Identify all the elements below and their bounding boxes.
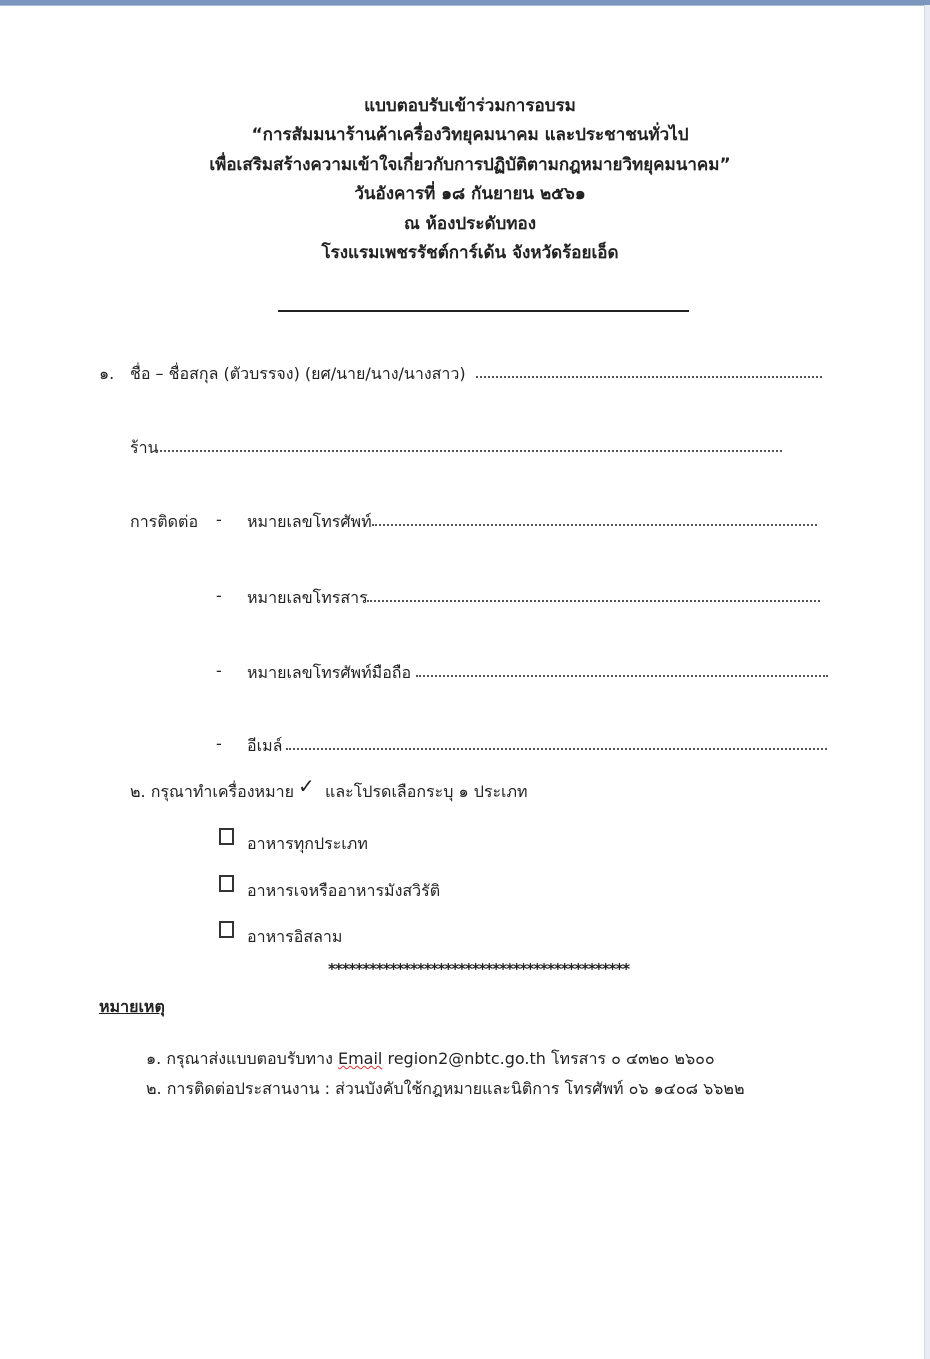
spellcheck-word: Email bbox=[337, 1049, 383, 1068]
email-bullet: - bbox=[216, 734, 222, 753]
event-venue: โรงแรมเพชรรัชต์การ์เด้น จังหวัดร้อยเอ็ด bbox=[321, 243, 619, 263]
notes-title: หมายเหตุ bbox=[99, 997, 165, 1016]
section1-number: ๑. bbox=[99, 364, 115, 383]
name-field[interactable] bbox=[476, 376, 822, 378]
email-label: อีเมล์ bbox=[247, 736, 283, 755]
shop-field[interactable] bbox=[160, 450, 782, 452]
mobile-bullet: - bbox=[216, 661, 222, 680]
fax-label: หมายเลขโทรสาร bbox=[247, 588, 368, 607]
event-title-line2: เพื่อเสริมสร้างความเข้าใจเกี่ยวกับการปฏิบัติตามกฎหมายวิทยุคมนาคม” bbox=[209, 155, 731, 175]
food-vegetarian-checkbox[interactable] bbox=[219, 875, 234, 892]
scroll-edge bbox=[924, 5, 930, 1359]
phone-field[interactable] bbox=[372, 524, 817, 526]
fax-bullet: - bbox=[216, 586, 222, 605]
document-page bbox=[0, 6, 924, 1359]
note-2: ๒. การติดต่อประสานงาน : ส่วนบังคับใช้กฎหมายและนิติการ โทรศัพท์ ๐๖ ๑๔๐๘ ๖๖๒๒ bbox=[146, 1079, 745, 1098]
note-1 bbox=[146, 1047, 715, 1072]
form-title: แบบตอบรับเข้าร่วมการอบรม bbox=[364, 96, 576, 116]
star-separator: ******************************************** bbox=[328, 960, 630, 978]
event-room: ณ ห้องประดับทอง bbox=[403, 214, 536, 234]
mobile-field[interactable] bbox=[416, 675, 828, 677]
event-date: วันอังคารที่ ๑๘ กันยายน ๒๕๖๑ bbox=[354, 184, 586, 204]
shop-label: ร้าน bbox=[130, 438, 159, 457]
note-1-contact: region2@nbtc.go.th โทรสาร ๐ ๔๓๒๐ ๒๖๐๐ bbox=[382, 1049, 715, 1068]
food-all-label: อาหารทุกประเภท bbox=[247, 834, 368, 853]
food-vegetarian-label: อาหารเจหรืออาหารมังสวิรัติ bbox=[247, 881, 441, 900]
phone-bullet: - bbox=[216, 510, 222, 529]
header-divider bbox=[278, 310, 689, 312]
name-label: ชื่อ – ชื่อสกุล (ตัวบรรจง) (ยศ/นาย/นาง/นางสาว) bbox=[130, 364, 466, 383]
food-all-checkbox[interactable] bbox=[219, 828, 234, 845]
checkmark-icon: ✓ bbox=[298, 774, 315, 798]
food-halal-checkbox[interactable] bbox=[219, 921, 234, 938]
event-title-line1: “การสัมมนาร้านค้าเครื่องวิทยุคมนาคม และประชาชนทั่วไป bbox=[251, 125, 689, 145]
section2-prompt: ๒. กรุณาทำเครื่องหมาย bbox=[130, 782, 294, 801]
contact-label: การติดต่อ bbox=[130, 512, 199, 531]
note-1-text: ๑. กรุณาส่งแบบตอบรับทาง bbox=[146, 1049, 338, 1068]
phone-label: หมายเลขโทรศัพท์ bbox=[247, 512, 372, 531]
fax-field[interactable] bbox=[367, 600, 820, 602]
food-halal-label: อาหารอิสลาม bbox=[247, 927, 343, 946]
email-field[interactable] bbox=[286, 748, 827, 750]
section2-instruction: และโปรดเลือกระบุ ๑ ประเภท bbox=[325, 782, 528, 801]
mobile-label: หมายเลขโทรศัพท์มือถือ bbox=[247, 663, 412, 682]
